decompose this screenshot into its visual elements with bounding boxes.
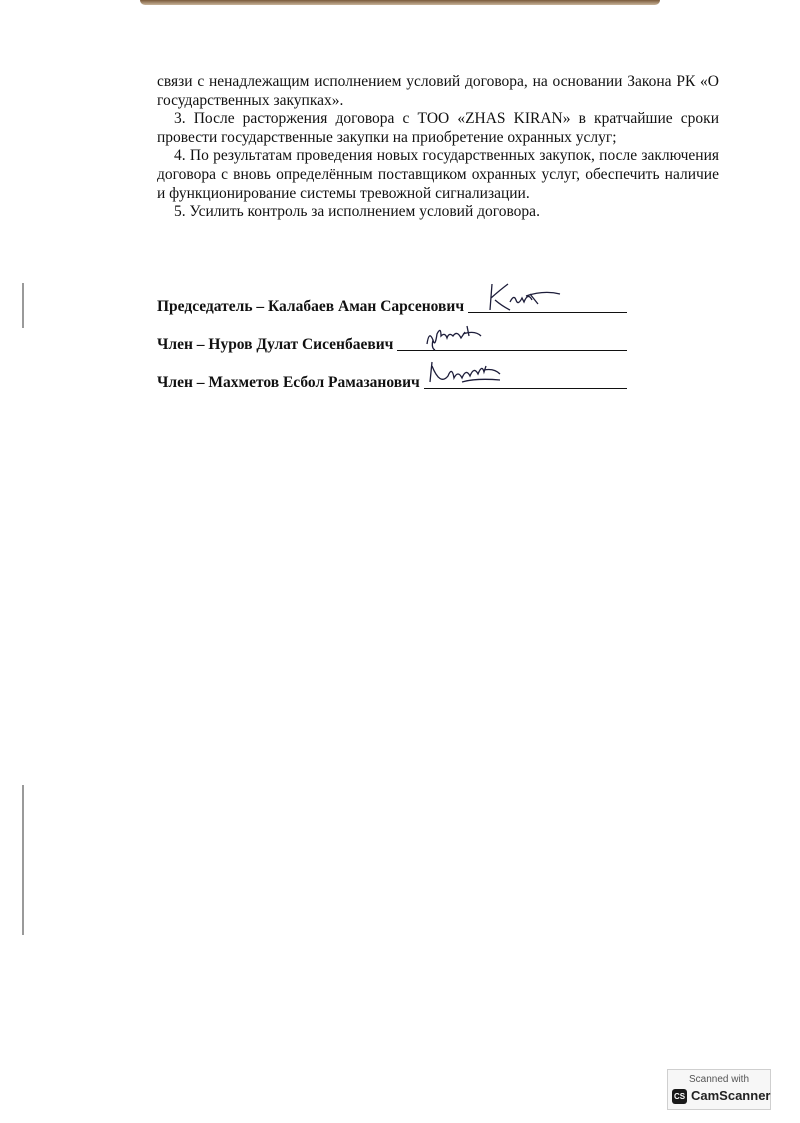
- signature-row-member-2: [157, 354, 627, 392]
- signature-row-chairman: [157, 278, 627, 316]
- signature-line: [397, 349, 627, 351]
- paragraph-item-4: 4. По результатам проведения новых государственных закупок, после заключения договора с вновь определённым поставщиком охранных услуг, обеспечить наличие и функционирование системы тревожной сигнализации.: [157, 147, 719, 202]
- handwritten-signature-icon: [426, 356, 506, 390]
- signature-block: [157, 278, 627, 392]
- signature-row-member-1: [157, 316, 627, 354]
- paragraph-continuation: связи с ненадлежащим исполнением условий договора, на основании Закона РК «О государственных закупках».: [157, 73, 719, 109]
- paragraph-item-5: 5. Усилить контроль за исполнением условий договора.: [174, 203, 540, 221]
- handwritten-signature-icon: [486, 280, 566, 314]
- signatory-name: Председатель – Калабаев Аман Сарсенович: [157, 298, 465, 315]
- scan-edge-mark: [22, 785, 24, 935]
- paragraph-item-3: 3. После расторжения договора с ТОО «ZHAS KIRAN» в кратчайшие сроки провести государственные закупки на приобретение охранных услуг;: [157, 110, 719, 146]
- page-top-edge: [140, 0, 660, 5]
- camscanner-logo-icon: CS: [672, 1089, 687, 1104]
- watermark-caption: Scanned with: [688, 1074, 750, 1085]
- scan-edge-mark: [22, 283, 24, 328]
- handwritten-signature-icon: [423, 322, 485, 352]
- signature-line: [424, 387, 627, 389]
- document-body: [157, 73, 719, 222]
- signatory-name: Член – Нуров Дулат Сисенбаевич: [157, 336, 394, 353]
- camscanner-watermark: [667, 1069, 771, 1110]
- signature-line: [468, 311, 627, 313]
- signatory-name: Член – Махметов Есбол Рамазанович: [157, 374, 420, 391]
- watermark-brand: CamScanner: [691, 1088, 771, 1103]
